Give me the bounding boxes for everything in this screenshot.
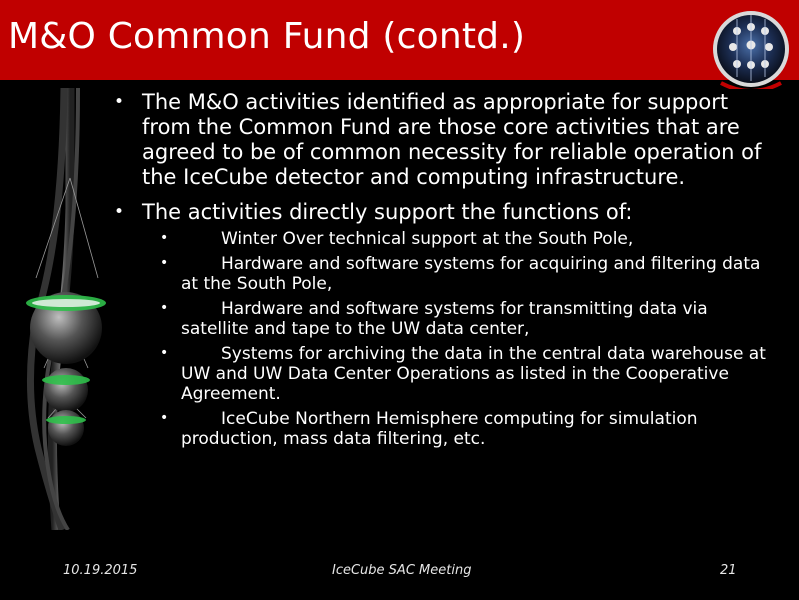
title-bar — [0, 0, 799, 80]
sub-bullet-list — [142, 229, 772, 449]
sub-bullet-item — [142, 229, 772, 249]
sub-bullet-dot-icon: • — [160, 255, 169, 271]
sub-bullet-text: Hardware and software systems for transmitting data via satellite and tape to the UW data center, — [181, 299, 708, 339]
footer-meeting: IceCube SAC Meeting — [332, 563, 472, 578]
bullet-dot-icon: • — [114, 92, 125, 112]
slide-title: M&O Common Fund (contd.) — [8, 16, 526, 57]
bullet-item — [112, 90, 772, 190]
sub-bullet-dot-icon: • — [160, 230, 169, 246]
bullet-text: The activities directly support the functions of: — [142, 200, 633, 224]
bullet-item — [112, 200, 772, 449]
optical-sensor-string-icon — [18, 88, 108, 530]
sub-bullet-item — [142, 409, 772, 449]
sub-bullet-dot-icon: • — [160, 345, 169, 361]
sub-bullet-text: Winter Over technical support at the South Pole, — [221, 229, 634, 249]
sub-bullet-item — [142, 254, 772, 294]
sub-bullet-text: IceCube Northern Hemisphere computing for simulation production, mass data filtering, etc. — [181, 409, 698, 449]
bullet-text: The M&O activities identified as appropriate for support from the Common Fund are those core activities that are agreed to be of common necessity for reliable operation of the IceCube detector and computing infrastructure. — [142, 90, 762, 189]
sub-bullet-text: Hardware and software systems for acquiring and filtering data at the South Pole, — [181, 254, 761, 294]
footer-page-number: 21 — [720, 563, 737, 578]
sub-bullet-text: Systems for archiving the data in the central data warehouse at UW and UW Data Center Operations as listed in the Cooperative Agreement. — [181, 344, 766, 404]
sub-bullet-dot-icon: • — [160, 300, 169, 316]
footer-date: 10.19.2015 — [63, 563, 138, 578]
slide-body — [112, 90, 772, 459]
sub-bullet-dot-icon: • — [160, 410, 169, 426]
icecube-logo-icon — [711, 9, 791, 89]
sub-bullet-item — [142, 299, 772, 339]
sub-bullet-item — [142, 344, 772, 404]
bullet-dot-icon: • — [114, 202, 125, 222]
bullet-list — [112, 90, 772, 449]
